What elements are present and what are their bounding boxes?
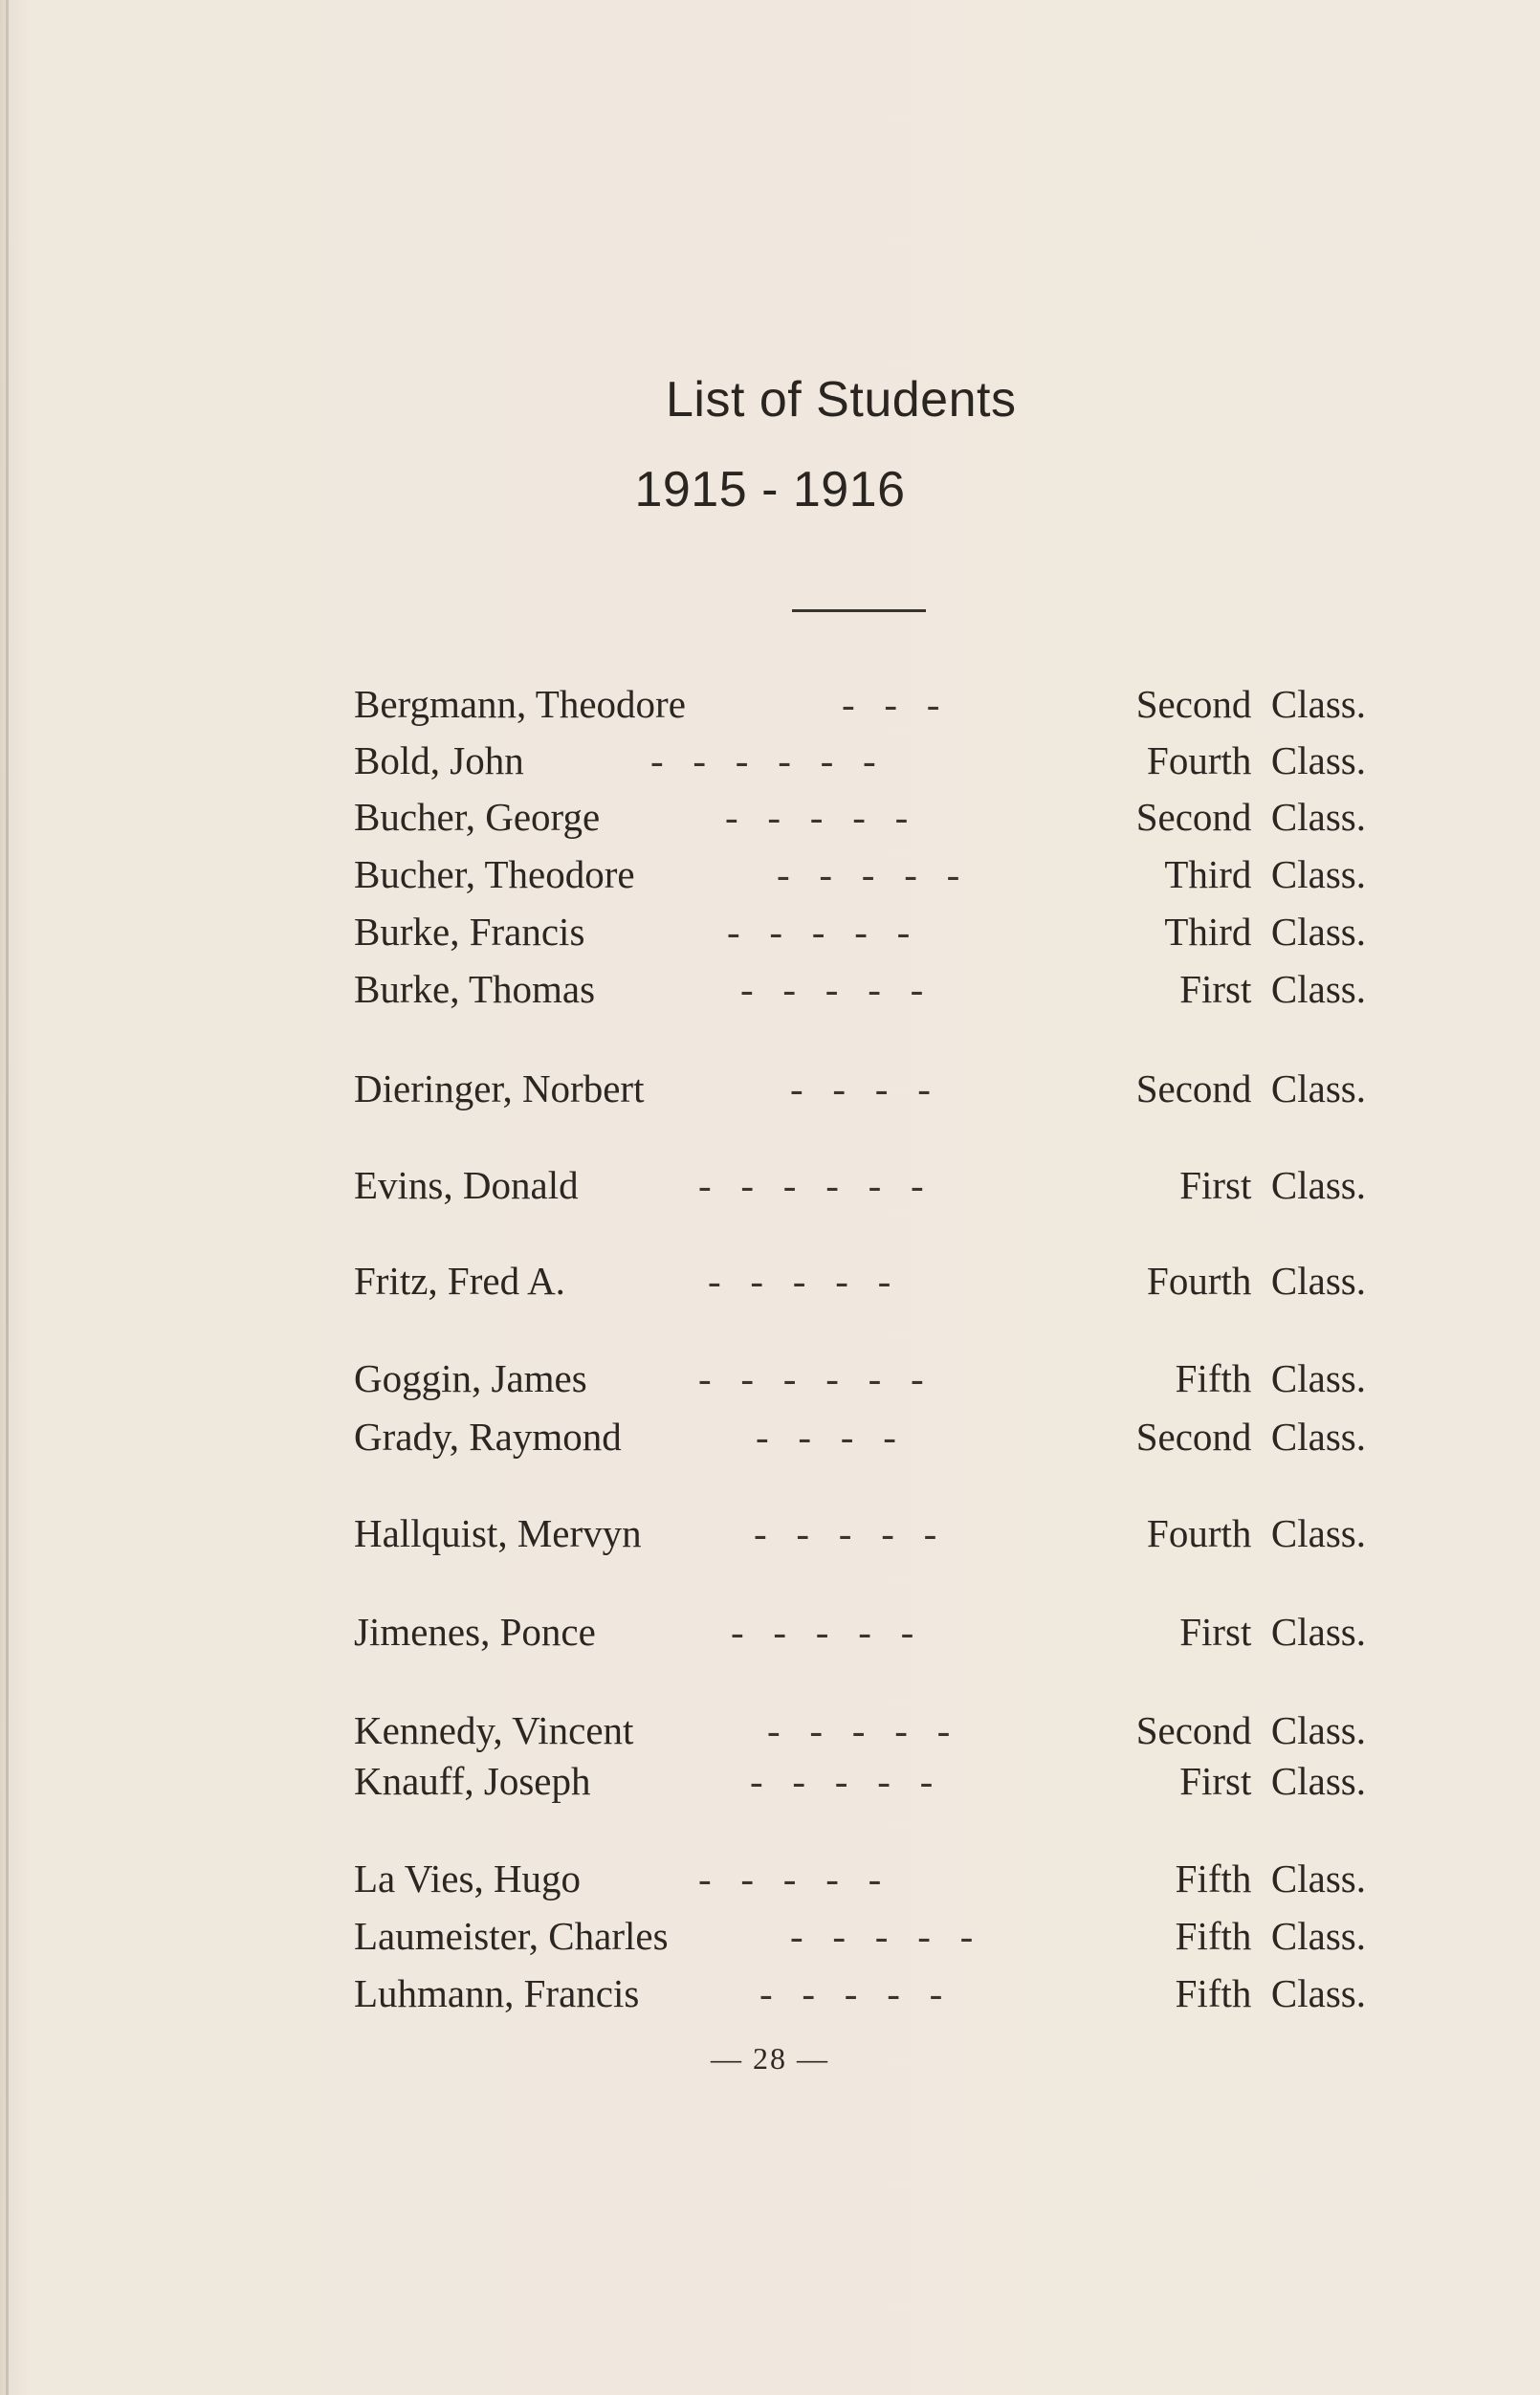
student-class: First Class. [1179, 1610, 1366, 1654]
leader-dots: - - - - - [740, 967, 924, 1011]
student-class: First Class. [1179, 967, 1366, 1011]
student-class: Fourth Class. [1147, 1511, 1366, 1555]
leader-dots: - - - - - [727, 910, 911, 954]
student-class: Third Class. [1164, 910, 1366, 954]
leader-dots: - - - - - [750, 1759, 934, 1803]
list-item [354, 1351, 1368, 1405]
leader-dots: - - - - [790, 1066, 931, 1110]
leader-dots: - - - - - - [698, 1163, 924, 1207]
list-item [354, 1158, 1368, 1212]
title-divider [792, 609, 926, 612]
leader-dots: - - - - - [790, 1914, 974, 1958]
student-class: Fifth Class. [1175, 1914, 1366, 1958]
student-name: Hallquist, Mervyn [354, 1511, 642, 1555]
student-name: La Vies, Hugo [354, 1857, 582, 1901]
list-item [354, 677, 1368, 731]
student-name: Evins, Donald [354, 1163, 579, 1207]
student-name: Bucher, Theodore [354, 852, 635, 896]
student-class: Fifth Class. [1175, 1857, 1366, 1901]
student-name: Burke, Francis [354, 910, 585, 954]
list-item [354, 905, 1368, 958]
student-name: Grady, Raymond [354, 1415, 622, 1459]
leader-dots: - - - - [756, 1415, 896, 1459]
list-item [354, 1754, 1368, 1808]
student-class: Second Class. [1135, 682, 1366, 726]
student-class: Fifth Class. [1175, 1356, 1366, 1400]
student-name: Bergmann, Theodore [354, 682, 686, 726]
student-name: Dieringer, Norbert [354, 1066, 645, 1110]
student-class: Fifth Class. [1175, 1971, 1366, 2015]
leader-dots: - - - - - [754, 1511, 937, 1555]
page-title: List of Students [666, 372, 1017, 428]
list-item [354, 1967, 1368, 2020]
list-item [354, 1506, 1368, 1560]
student-name: Goggin, James [354, 1356, 587, 1400]
leader-dots: - - - - - [767, 1708, 951, 1752]
leader-dots: - - - - - [698, 1857, 882, 1901]
student-name: Laumeister, Charles [354, 1914, 669, 1958]
student-name: Luhmann, Francis [354, 1971, 640, 2015]
list-item [354, 1254, 1368, 1307]
list-item [354, 847, 1368, 901]
student-class: Fourth Class. [1147, 1259, 1366, 1303]
student-name: Jimenes, Ponce [354, 1610, 596, 1654]
student-name: Bucher, George [354, 795, 601, 839]
list-item [354, 1605, 1368, 1659]
leader-dots: - - - - - [777, 852, 960, 896]
leader-dots: - - - - - [759, 1971, 943, 2015]
student-name: Kennedy, Vincent [354, 1708, 634, 1752]
page-subtitle-years: 1915 - 1916 [634, 462, 906, 517]
list-item [354, 1062, 1368, 1115]
list-item [354, 962, 1368, 1016]
student-class: Third Class. [1164, 852, 1366, 896]
student-class: First Class. [1179, 1759, 1366, 1803]
student-name: Knauff, Joseph [354, 1759, 591, 1803]
binding-edge [6, 0, 9, 2395]
list-item [354, 1703, 1368, 1757]
student-class: First Class. [1179, 1163, 1366, 1207]
leader-dots: - - - - - [725, 795, 909, 839]
page-number: — 28 — [711, 2041, 829, 2076]
list-item [354, 1852, 1368, 1905]
list-item [354, 1410, 1368, 1463]
student-class: Second Class. [1135, 795, 1366, 839]
list-item [354, 790, 1368, 844]
student-name: Fritz, Fred A. [354, 1259, 565, 1303]
list-item [354, 734, 1368, 787]
list-item [354, 1909, 1368, 1963]
student-name: Burke, Thomas [354, 967, 596, 1011]
leader-dots: - - - [842, 682, 940, 726]
student-class: Second Class. [1135, 1415, 1366, 1459]
leader-dots: - - - - - - [650, 738, 876, 782]
student-name: Bold, John [354, 738, 524, 782]
student-class: Fourth Class. [1147, 738, 1366, 782]
student-class: Second Class. [1135, 1066, 1366, 1110]
student-class: Second Class. [1135, 1708, 1366, 1752]
leader-dots: - - - - - [708, 1259, 891, 1303]
leader-dots: - - - - - - [698, 1356, 924, 1400]
leader-dots: - - - - - [731, 1610, 914, 1654]
